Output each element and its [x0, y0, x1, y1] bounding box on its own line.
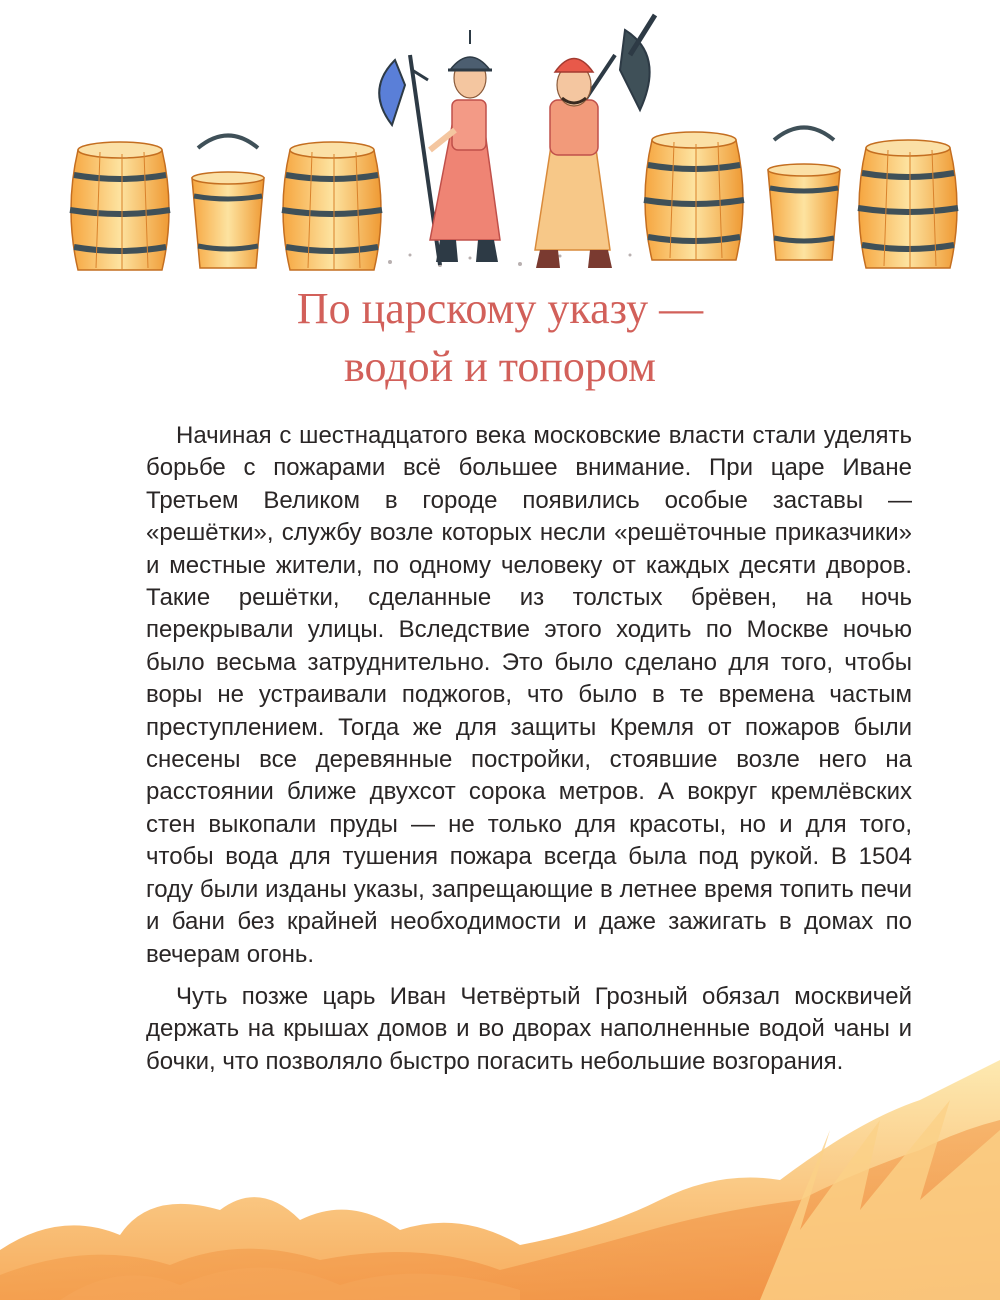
top-illustration	[0, 0, 1000, 285]
barrel-icon	[858, 140, 958, 268]
title-line-2: водой и топором	[344, 342, 656, 391]
paragraph-1: Начиная с шестнадцатого века московские власти стали уделять борьбе с пожарами всё большее внимание. При царе Иване Третьем Великом в городе появились особые заставы — «решётки», службу возле которых несли «решёточные приказчики» и местные жители, по одному человеку от каждых десяти дворов. Такие решётки, сделанные из толстых брёвен, на ночь перекрывали улицы. Вследствие этого ходить по Москве ночью было весьма затруднительно. Это было сделано для того, чтобы воры не устраивали поджогов, что было в те времена частым преступлением. Тогда же для защиты Кремля от пожаров были снесены все деревянные постройки, стоявшие возле него на расстоянии ближе двухсот сорока метров. А вокруг кремлёвских стен выкопали пруды — не только для красоты, но и для того, чтобы вода для тушения пожара всегда была под рукой. В 1504 году были изданы указы, запрещающие в летнее время топить печи и бани без крайней необходимости и даже зажигать в домах по вечерам огонь.	[146, 422, 912, 968]
title-line-1: По царскому указу —	[296, 284, 704, 333]
guard-with-halberd-icon	[379, 30, 500, 265]
barrel-icon	[644, 132, 744, 260]
paragraph-2: Чуть позже царь Иван Четвёртый Грозный обязал москвичей держать на крышах домов и во дворах наполненные водой чаны и бочки, что позволяло быстро погасить небольшие возгорания.	[146, 982, 912, 1075]
guard-with-halberd-icon	[535, 15, 655, 268]
flames-icon	[0, 1060, 1000, 1300]
page-title	[0, 280, 1000, 396]
bucket-icon	[192, 136, 264, 269]
barrel-icon	[282, 142, 382, 270]
article-body	[146, 420, 912, 1078]
bucket-icon	[768, 128, 840, 261]
barrel-icon	[70, 142, 170, 270]
